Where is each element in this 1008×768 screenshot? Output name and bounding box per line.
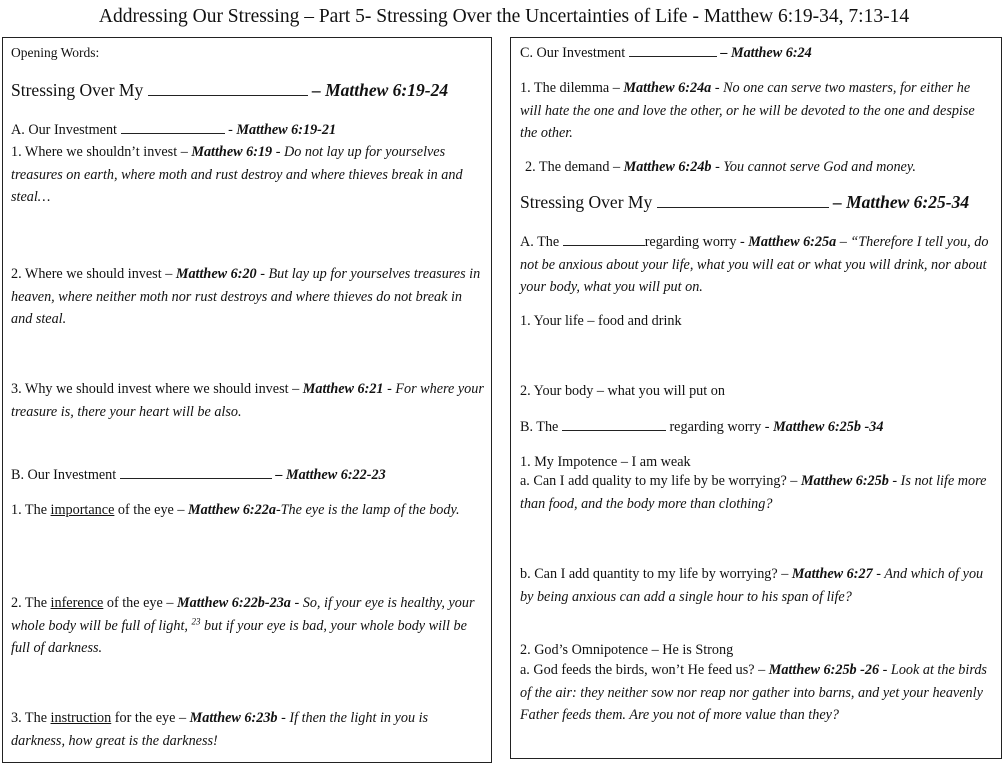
point-a-heading: A. Our Investment - Matthew 6:19-21 xyxy=(11,122,337,138)
fill-in-blank[interactable] xyxy=(562,430,666,431)
point-r1: 1. Your life – food and drink xyxy=(520,313,682,329)
point-c2: 2. The demand – Matthew 6:24b - You cannot serve God and money. xyxy=(525,159,916,175)
left-column xyxy=(2,37,492,763)
point-b1: 1. The importance of the eye – Matthew 6:22a-The eye is the lamp of the body. xyxy=(11,502,460,518)
point-rb-heading: B. The regarding worry - Matthew 6:25b -34 xyxy=(520,419,884,435)
point-impotence-a: a. Can I add quality to my life by be worrying? – Matthew 6:25b - Is not life more than food, and the body more than clothing? xyxy=(520,473,987,512)
section-heading-treasure: Stressing Over My – Matthew 6:19-24 xyxy=(11,80,449,100)
point-b-heading: B. Our Investment – Matthew 6:22-23 xyxy=(11,467,386,483)
point-impotence: 1. My Impotence – I am weak xyxy=(520,454,691,470)
point-a3: 3. Why we should invest where we should invest – Matthew 6:21 - For where your treasure is, there your heart will be also. xyxy=(11,381,484,420)
point-a2: 2. Where we should invest – Matthew 6:20 - But lay up for yourselves treasures in heaven, where neither moth nor rust destroys and where thieves do not break in and steal. xyxy=(11,266,481,327)
point-ra: A. The regarding worry - Matthew 6:25a – “Therefore I tell you, do not be anxious about your life, what you will eat or what you will drink, nor about your body, what you will put on. xyxy=(520,234,989,295)
point-b3: 3. The instruction for the eye – Matthew 6:23b - If then the light in you is darkness, how great is the darkness! xyxy=(11,710,429,749)
fill-in-blank[interactable] xyxy=(563,245,645,246)
point-a1: 1. Where we shouldn’t invest – Matthew 6:19 - Do not lay up for yourselves treasures on earth, where moth and rust destroy and where thieves break in and steal… xyxy=(11,144,463,205)
section-heading-needs: Stressing Over My – Matthew 6:25-34 xyxy=(520,192,970,212)
point-r2: 2. Your body – what you will put on xyxy=(520,383,725,399)
point-omnipotence-a: a. God feeds the birds, won’t He feed us? – Matthew 6:25b -26 - Look at the birds of the air: they neither sow nor reap nor gather into barns, and yet your heavenly Father feeds them. Are you not of more value than they? xyxy=(520,662,987,723)
point-c-heading: C. Our Investment – Matthew 6:24 xyxy=(520,45,812,61)
verse-number: 23 xyxy=(191,615,201,626)
point-b2: 2. The inference of the eye – Matthew 6:22b-23a - So, if your eye is healthy, your whole body will be full of light, $^{23}$ but if your eye is bad, your whole body will be full of darkness. xyxy=(11,595,475,656)
fill-in-blank[interactable] xyxy=(120,478,272,479)
page-title: Addressing Our Stressing – Part 5- Stressing Over the Uncertainties of Life - Matthew 6:19-34, 7:13-14 xyxy=(98,6,910,27)
fill-in-blank[interactable] xyxy=(148,95,308,96)
fill-in-blank[interactable] xyxy=(629,56,717,57)
right-column xyxy=(510,37,1002,759)
opening-words-label: Opening Words: xyxy=(11,45,100,60)
point-c1: 1. The dilemma – Matthew 6:24a - No one can serve two masters, for either he will hate the one and love the other, or he will be devoted to the one and despise the other. xyxy=(520,80,975,141)
fill-in-blank[interactable] xyxy=(657,207,829,208)
point-omnipotence: 2. God’s Omnipotence – He is Strong xyxy=(520,642,734,658)
point-impotence-b: b. Can I add quantity to my life by worrying? – Matthew 6:27 - And which of you by being anxious can add a single hour to his span of life? xyxy=(520,566,984,605)
fill-in-blank[interactable] xyxy=(121,133,225,134)
